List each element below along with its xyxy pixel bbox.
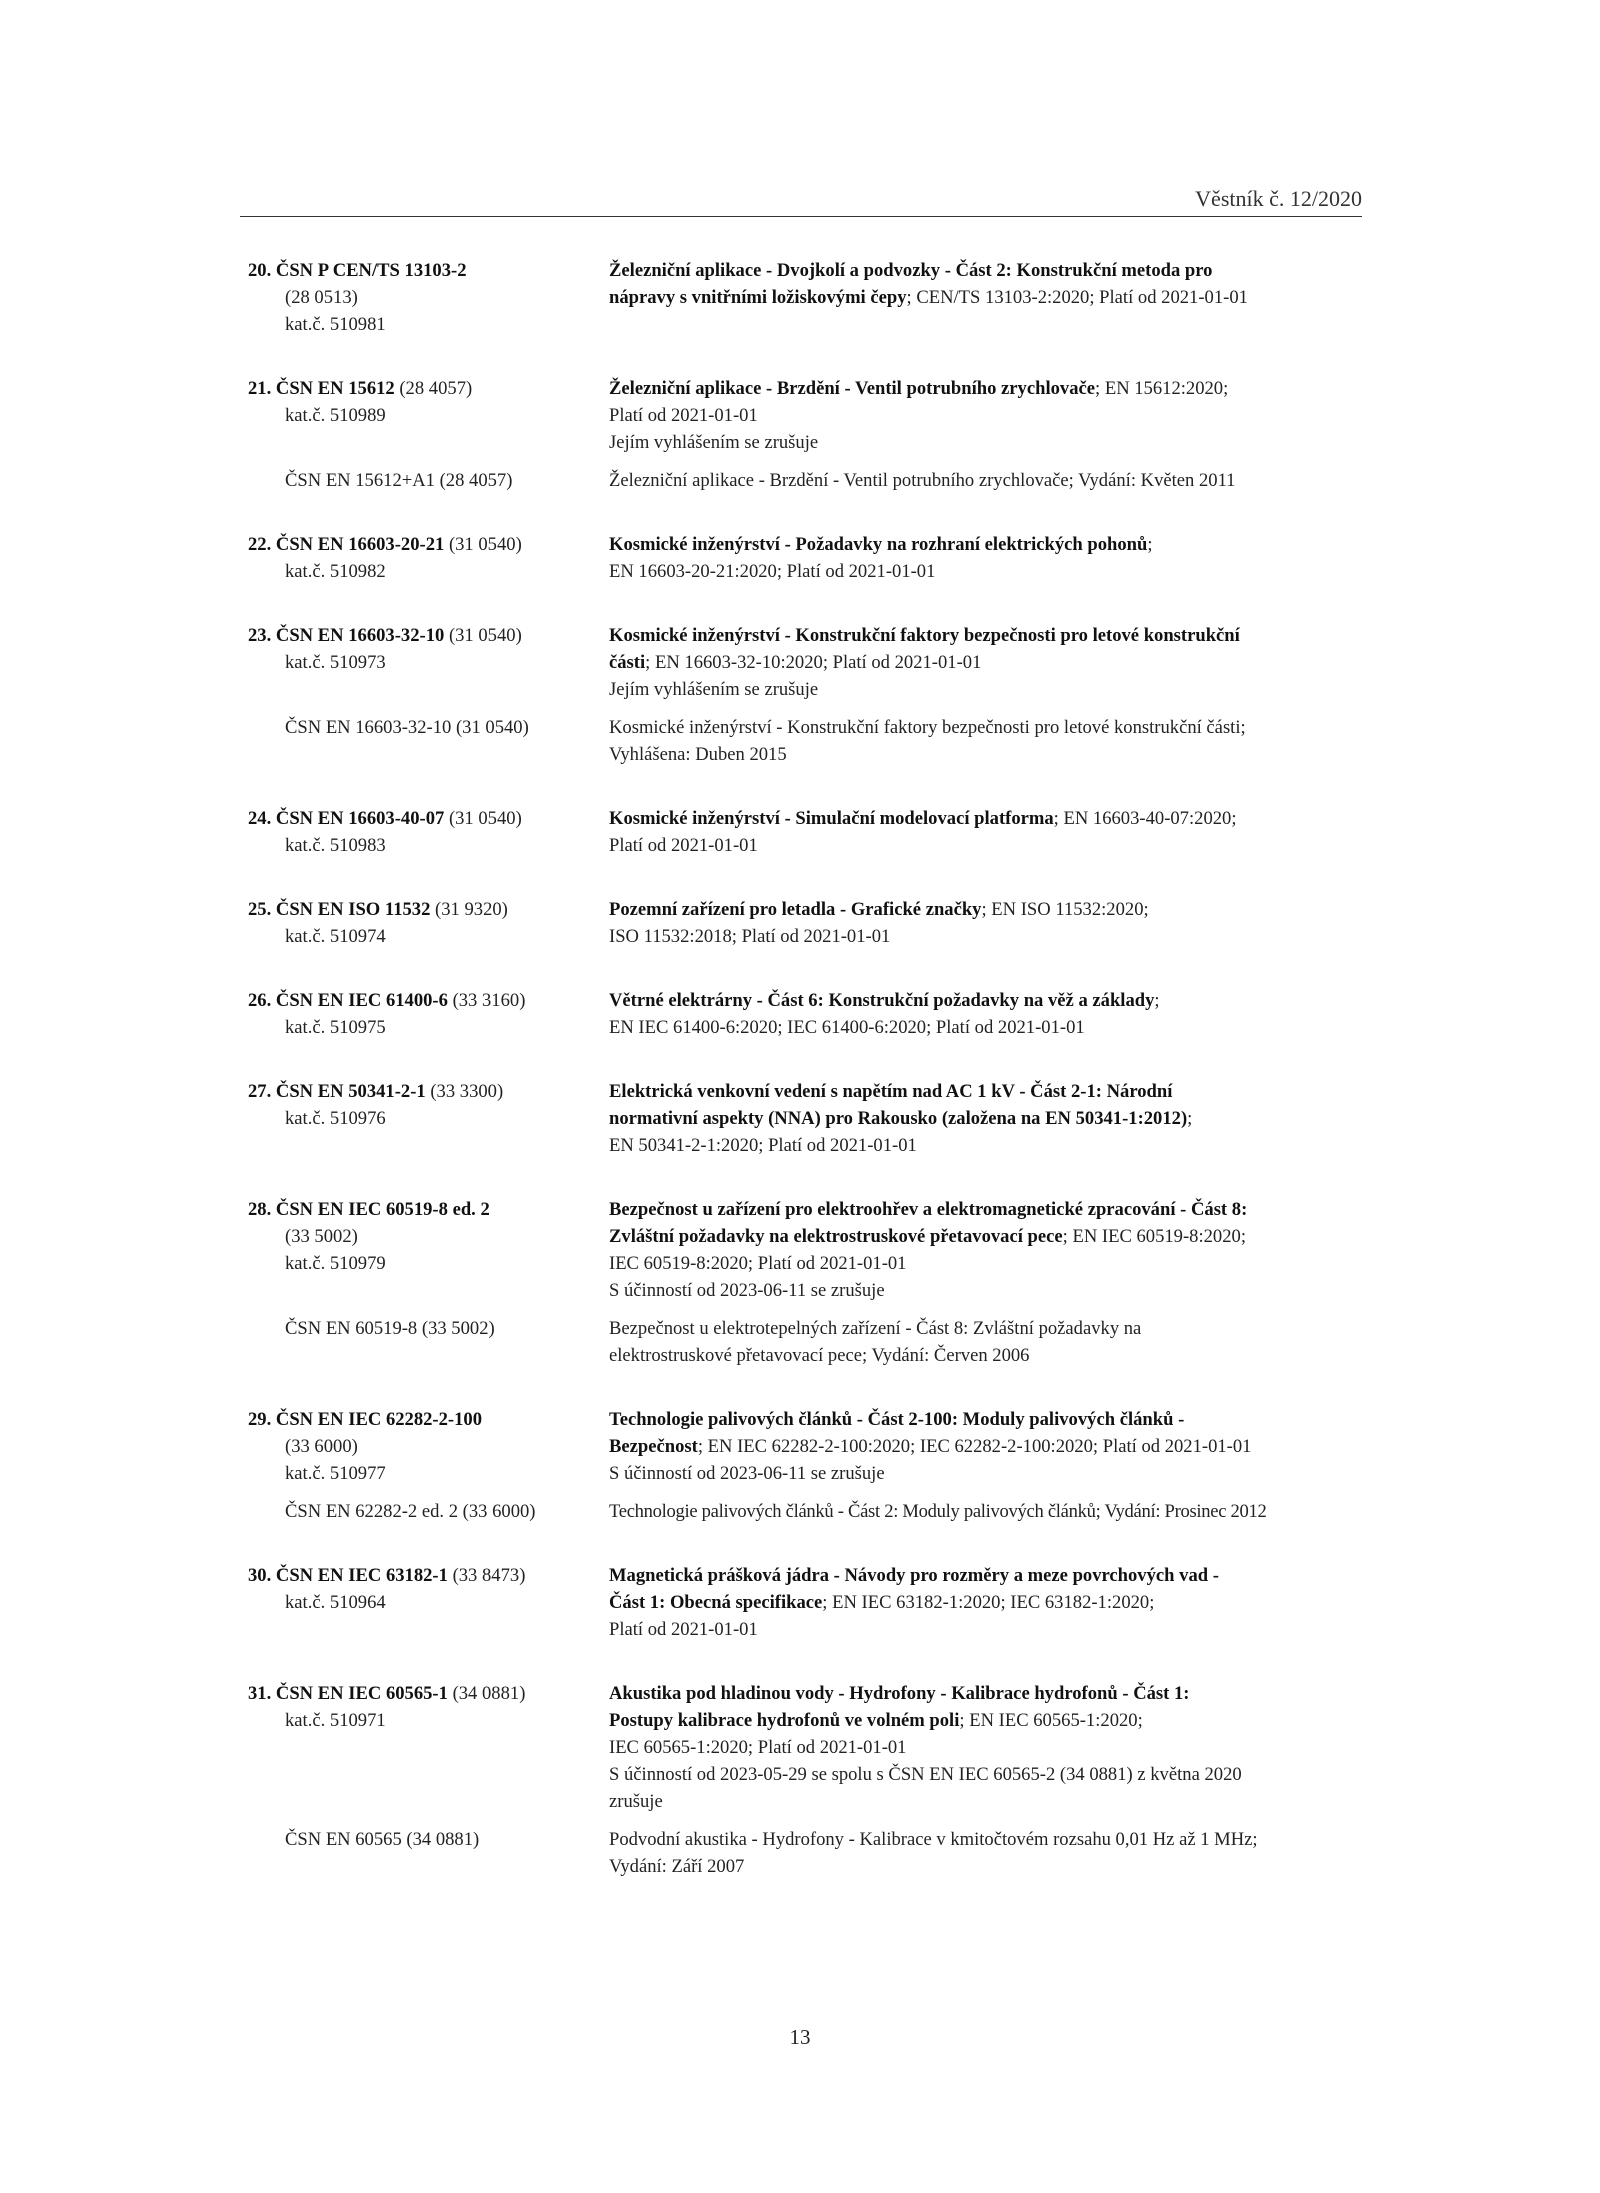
entry-row [248,1196,1368,1304]
journal-title: Věstník č. 12/2020 [1195,186,1362,211]
standard-designation [248,1680,609,1815]
standard-description [609,1680,1368,1815]
standard-details: EN IEC 61400-6:2020; IEC 61400-6:2020; Platí od 2021-01-01 [609,1017,1085,1038]
entry-number: 20. [248,260,272,281]
entry-number: 28. [248,1199,272,1220]
standards-list [248,257,1368,1917]
designation-detail: kat.č. 510971 [285,1710,386,1731]
standard-title: Magnetická prášková jádra - Návody pro rozměry a meze povrchových vad - [609,1565,1219,1586]
replaced-standard-title: Vyhlášena: Duben 2015 [609,744,787,765]
standard-title: Kosmické inženýrství - Simulační modelovací platforma [609,808,1054,829]
replaced-standard-row [248,467,1368,494]
entry-row [248,896,1368,950]
standard-designation [248,1406,609,1487]
replaced-standard-title: Železniční aplikace - Brzdění - Ventil potrubního zrychlovače; Vydání: Květen 2011 [609,470,1236,491]
designation-detail: kat.č. 510975 [285,1017,386,1038]
standard-code: ČSN EN 16603-40-07 [275,808,445,829]
standard-title: normativní aspekty (NNA) pro Rakousko (založena na EN 50341-1:2012) [609,1108,1188,1129]
replaced-standard-title: Bezpečnost u elektrotepelných zařízení - Část 8: Zvláštní požadavky na [609,1318,1142,1339]
replaced-standard-code: ČSN EN 60565 (34 0881) [285,1829,480,1850]
standard-title: Část 1: Obecná specifikace [609,1592,823,1613]
standard-title: Zvláštní požadavky na elektrostruskové přetavovací pece [609,1226,1063,1247]
standard-title: Akustika pod hladinou vody - Hydrofony - Kalibrace hydrofonů - Část 1: [609,1683,1190,1704]
standard-designation [248,805,609,859]
standard-entry [248,1078,1368,1159]
standard-title: Pozemní zařízení pro letadla - Grafické značky [609,899,982,920]
entry-row [248,622,1368,703]
entry-number: 31. [248,1683,272,1704]
standard-details: ; EN 15612:2020; [1095,378,1229,399]
standard-details: ; EN ISO 11532:2020; [981,899,1149,920]
standard-entry [248,1406,1368,1525]
standard-details: ISO 11532:2018; Platí od 2021-01-01 [609,926,891,947]
standard-details: Jejím vyhlášením se zrušuje [609,432,819,453]
entry-row [248,1680,1368,1815]
standard-details: zrušuje [609,1791,663,1812]
standard-entry [248,531,1368,585]
entry-number: 27. [248,1081,272,1102]
entry-number: 21. [248,378,272,399]
standard-code: ČSN EN 50341-2-1 [275,1081,426,1102]
standard-description [609,1196,1368,1304]
standard-description [609,531,1368,585]
standard-details: ; [1187,1108,1193,1129]
designation-detail: kat.č. 510973 [285,652,386,673]
entry-row [248,1562,1368,1643]
replaced-standard-code: ČSN EN 62282-2 ed. 2 (33 6000) [285,1501,536,1522]
standard-designation [248,622,609,703]
standard-title: nápravy s vnitřními ložiskovými čepy [609,287,907,308]
standard-description [609,805,1368,859]
designation-detail: (33 5002) [285,1226,358,1247]
standard-title: Kosmické inženýrství - Požadavky na rozhraní elektrických pohonů [609,534,1148,555]
standard-entry [248,257,1368,338]
standard-designation [248,896,609,950]
standard-title: části [609,652,646,673]
entry-row [248,257,1368,338]
replaced-standard-title: Podvodní akustika - Hydrofony - Kalibrace v kmitočtovém rozsahu 0,01 Hz až 1 MHz; [609,1829,1258,1850]
standard-entry [248,1196,1368,1369]
standard-code: ČSN EN ISO 11532 [275,899,431,920]
standard-code: ČSN EN 15612 [275,378,395,399]
standard-details: ; EN IEC 63182-1:2020; IEC 63182-1:2020; [822,1592,1155,1613]
designation-detail: kat.č. 510964 [285,1592,386,1613]
standard-code: ČSN EN IEC 61400-6 [275,990,448,1011]
standard-entry [248,805,1368,859]
entry-number: 25. [248,899,272,920]
standard-designation [248,1196,609,1304]
standard-details: IEC 60519-8:2020; Platí od 2021-01-01 [609,1253,907,1274]
standard-code: ČSN EN IEC 63182-1 [275,1565,448,1586]
standard-designation [248,1078,609,1159]
standard-designation [248,987,609,1041]
standard-class: (34 0881) [447,1683,526,1704]
replaced-standard-row [248,1315,1368,1369]
standard-details: S účinností od 2023-05-29 se spolu s ČSN EN IEC 60565-2 (34 0881) z května 2020 [609,1764,1242,1785]
replaced-standard-title: Technologie palivových článků - Část 2: Moduly palivových článků; Vydání: Prosinec 2012 [609,1501,1267,1522]
standard-code: ČSN EN 16603-32-10 [275,625,445,646]
standard-title: Elektrická venkovní vedení s napětím nad AC 1 kV - Část 2-1: Národní [609,1081,1173,1102]
standard-description [609,1406,1368,1487]
standard-description [609,987,1368,1041]
standard-class: (31 0540) [444,625,522,646]
replaced-standard-code: ČSN EN 60519-8 (33 5002) [285,1318,495,1339]
standard-class: (31 9320) [430,899,508,920]
standard-class: (31 0540) [444,534,522,555]
standard-designation [248,531,609,585]
standard-title: Kosmické inženýrství - Konstrukční faktory bezpečnosti pro letové konstrukční [609,625,1240,646]
standard-entry [248,987,1368,1041]
standard-entry [248,896,1368,950]
replaced-standard-row [248,1498,1368,1525]
standard-details: ; EN 16603-32-10:2020; Platí od 2021-01-01 [645,652,982,673]
standard-code: ČSN EN 16603-20-21 [275,534,445,555]
standard-class: (33 3300) [425,1081,504,1102]
standard-title: Postupy kalibrace hydrofonů ve volném poli [609,1710,960,1731]
standard-details: Platí od 2021-01-01 [609,405,758,426]
designation-detail: (33 6000) [285,1436,358,1457]
entry-number: 30. [248,1565,272,1586]
standard-entry [248,1562,1368,1643]
standard-details: ; [1154,990,1160,1011]
standard-details: S účinností od 2023-06-11 se zrušuje [609,1463,885,1484]
entry-row [248,531,1368,585]
standard-code: ČSN P CEN/TS 13103-2 [275,260,467,281]
standard-description [609,257,1368,338]
replaced-standard-row [248,1826,1368,1880]
standard-details: IEC 60565-1:2020; Platí od 2021-01-01 [609,1737,907,1758]
standard-class: (33 8473) [447,1565,526,1586]
entry-number: 24. [248,808,272,829]
entry-number: 29. [248,1409,272,1430]
designation-detail: kat.č. 510977 [285,1463,386,1484]
standard-details: ; [1147,534,1153,555]
standard-title: Železniční aplikace - Dvojkolí a podvozky - Část 2: Konstrukční metoda pro [609,260,1213,281]
standard-title: Technologie palivových článků - Část 2-100: Moduly palivových článků - [609,1409,1185,1430]
entry-number: 23. [248,625,272,646]
replaced-standard-title: Kosmické inženýrství - Konstrukční faktory bezpečnosti pro letové konstrukční části; [609,717,1246,738]
entry-row [248,987,1368,1041]
standard-title: Bezpečnost [609,1436,698,1457]
entry-number: 22. [248,534,272,555]
standard-designation [248,1562,609,1643]
standard-title: Bezpečnost u zařízení pro elektroohřev a elektromagnetické zpracování - Část 8: [609,1199,1248,1220]
replaced-standard-code: ČSN EN 15612+A1 (28 4057) [285,470,513,491]
standard-class: (33 3160) [447,990,526,1011]
standard-description [609,622,1368,703]
standard-description [609,375,1368,456]
standard-description [609,1562,1368,1643]
replaced-standard-title: Vydání: Září 2007 [609,1856,745,1877]
standard-details: ; EN IEC 60565-1:2020; [959,1710,1143,1731]
replaced-standard-title: elektrostruskové přetavovací pece; Vydání: Červen 2006 [609,1345,1030,1366]
standard-description [609,896,1368,950]
entry-row [248,1406,1368,1487]
standard-details: Platí od 2021-01-01 [609,1619,758,1640]
entry-row [248,1078,1368,1159]
designation-detail: (28 0513) [285,287,358,308]
standard-title: Větrné elektrárny - Část 6: Konstrukční požadavky na věž a základy [609,990,1155,1011]
entry-row [248,805,1368,859]
replaced-standard-code: ČSN EN 16603-32-10 (31 0540) [285,717,529,738]
standard-title: Železniční aplikace - Brzdění - Ventil potrubního zrychlovače [609,378,1096,399]
designation-detail: kat.č. 510983 [285,835,386,856]
standard-designation [248,257,609,338]
standard-details: Jejím vyhlášením se zrušuje [609,679,819,700]
standard-entry [248,1680,1368,1880]
designation-detail: kat.č. 510976 [285,1108,386,1129]
standard-class: (31 0540) [444,808,522,829]
standard-details: S účinností od 2023-06-11 se zrušuje [609,1280,885,1301]
designation-detail: kat.č. 510989 [285,405,386,426]
designation-detail: kat.č. 510981 [285,314,386,335]
standard-code: ČSN EN IEC 60565-1 [275,1683,448,1704]
standard-details: ; EN IEC 62282-2-100:2020; IEC 62282-2-100:2020; Platí od 2021-01-01 [697,1436,1252,1457]
standard-details: Platí od 2021-01-01 [609,835,758,856]
designation-detail: kat.č. 510979 [285,1253,386,1274]
standard-description [609,1078,1368,1159]
replaced-standard-row [248,714,1368,768]
standard-details: ; EN IEC 60519-8:2020; [1062,1226,1246,1247]
standard-code: ČSN EN IEC 60519-8 ed. 2 [275,1199,490,1220]
designation-detail: kat.č. 510974 [285,926,386,947]
standard-entry [248,375,1368,494]
standard-details: EN 16603-20-21:2020; Platí od 2021-01-01 [609,561,936,582]
standard-details: ; CEN/TS 13103-2:2020; Platí od 2021-01-01 [906,287,1248,308]
page-number: 13 [789,2025,811,2049]
standard-entry [248,622,1368,768]
entry-number: 26. [248,990,272,1011]
designation-detail: kat.č. 510982 [285,561,386,582]
standard-class: (28 4057) [394,378,473,399]
standard-designation [248,375,609,456]
entry-row [248,375,1368,456]
page-header [240,186,1362,217]
standard-details: ; EN 16603-40-07:2020; [1053,808,1237,829]
standard-details: EN 50341-2-1:2020; Platí od 2021-01-01 [609,1135,917,1156]
standard-code: ČSN EN IEC 62282-2-100 [275,1409,482,1430]
